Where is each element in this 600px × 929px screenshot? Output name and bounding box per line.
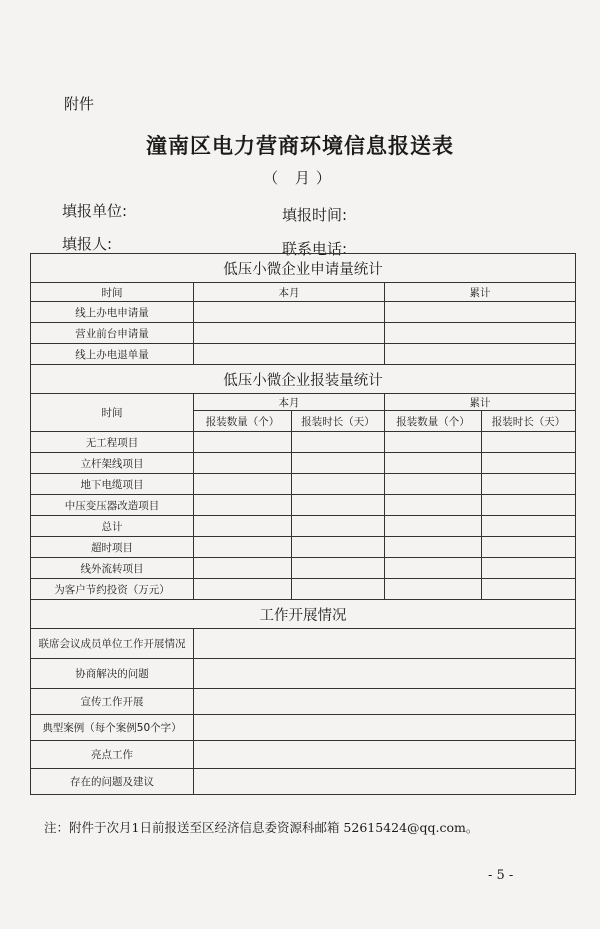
section2-title: 低压小微企业报装量统计 (31, 365, 576, 394)
attachment-label: 附件 (64, 95, 95, 113)
s1-time-header: 时间 (31, 283, 194, 302)
s3-row-label: 联席会议成员单位工作开展情况 (31, 629, 194, 659)
input-cell[interactable] (385, 323, 576, 344)
person-label: 填报人: (62, 235, 113, 253)
input-cell[interactable] (385, 344, 576, 365)
month-line: （ 月） (263, 169, 337, 187)
input-cell[interactable] (482, 495, 576, 516)
phone-label: 联系电话: (282, 240, 348, 258)
page-number: - 5 - (488, 868, 514, 883)
input-cell[interactable] (292, 537, 385, 558)
input-cell[interactable] (482, 537, 576, 558)
input-cell[interactable] (194, 302, 385, 323)
input-cell[interactable] (385, 495, 482, 516)
s3-row-label: 存在的问题及建议 (31, 769, 194, 795)
input-cell[interactable] (194, 741, 576, 769)
s3-row-label: 协商解决的问题 (31, 659, 194, 689)
input-cell[interactable] (482, 453, 576, 474)
s2-row-label: 中压变压器改造项目 (31, 495, 194, 516)
input-cell[interactable] (194, 689, 576, 715)
input-cell[interactable] (194, 516, 292, 537)
input-cell[interactable] (482, 579, 576, 600)
input-cell[interactable] (385, 558, 482, 579)
input-cell[interactable] (194, 537, 292, 558)
input-cell[interactable] (482, 516, 576, 537)
s2-row-label: 线外流转项目 (31, 558, 194, 579)
s2-row-label: 立杆架线项目 (31, 453, 194, 474)
s1-row-label: 线上办电申请量 (31, 302, 194, 323)
input-cell[interactable] (194, 629, 576, 659)
s2-row-label: 超时项目 (31, 537, 194, 558)
duration-header: 报装时长（天） (482, 411, 576, 432)
input-cell[interactable] (385, 302, 576, 323)
input-cell[interactable] (292, 474, 385, 495)
s2-row-label: 为客户节约投资（万元） (31, 579, 194, 600)
report-table (30, 253, 576, 795)
input-cell[interactable] (292, 432, 385, 453)
s2-row-label: 无工程项目 (31, 432, 194, 453)
s2-row-label: 总计 (31, 516, 194, 537)
input-cell[interactable] (194, 715, 576, 741)
footnote: 注：附件于次月1日前报送至区经济信息委资源科邮箱 52615424@qq.com。 (44, 820, 479, 835)
s2-time-header: 时间 (31, 394, 194, 432)
s2-row-label: 地下电缆项目 (31, 474, 194, 495)
input-cell[interactable] (385, 474, 482, 495)
input-cell[interactable] (194, 769, 576, 795)
input-cell[interactable] (482, 558, 576, 579)
section1-title: 低压小微企业申请量统计 (31, 254, 576, 283)
input-cell[interactable] (194, 558, 292, 579)
input-cell[interactable] (292, 453, 385, 474)
time-label: 填报时间: (282, 206, 348, 224)
input-cell[interactable] (292, 516, 385, 537)
input-cell[interactable] (194, 659, 576, 689)
s1-month-header: 本月 (194, 283, 385, 302)
input-cell[interactable] (385, 579, 482, 600)
s3-row-label: 典型案例（每个案例50个字） (31, 715, 194, 741)
input-cell[interactable] (482, 474, 576, 495)
count-header: 报装数量（个） (385, 411, 482, 432)
s3-row-label: 宣传工作开展 (31, 689, 194, 715)
input-cell[interactable] (194, 474, 292, 495)
input-cell[interactable] (292, 579, 385, 600)
s1-row-label: 营业前台申请量 (31, 323, 194, 344)
input-cell[interactable] (292, 495, 385, 516)
input-cell[interactable] (385, 432, 482, 453)
s1-cumulative-header: 累计 (385, 283, 576, 302)
input-cell[interactable] (194, 344, 385, 365)
input-cell[interactable] (292, 558, 385, 579)
unit-label: 填报单位: (62, 202, 128, 220)
s1-row-label: 线上办电退单量 (31, 344, 194, 365)
duration-header: 报装时长（天） (292, 411, 385, 432)
input-cell[interactable] (385, 537, 482, 558)
page-title: 潼南区电力营商环境信息报送表 (146, 133, 454, 158)
input-cell[interactable] (194, 453, 292, 474)
section3-title: 工作开展情况 (31, 600, 576, 629)
input-cell[interactable] (385, 516, 482, 537)
count-header: 报装数量（个） (194, 411, 292, 432)
input-cell[interactable] (194, 579, 292, 600)
s2-cumulative-header: 累计 (385, 394, 576, 411)
input-cell[interactable] (194, 495, 292, 516)
s3-row-label: 亮点工作 (31, 741, 194, 769)
input-cell[interactable] (482, 432, 576, 453)
input-cell[interactable] (385, 453, 482, 474)
input-cell[interactable] (194, 432, 292, 453)
s2-month-header: 本月 (194, 394, 385, 411)
input-cell[interactable] (194, 323, 385, 344)
